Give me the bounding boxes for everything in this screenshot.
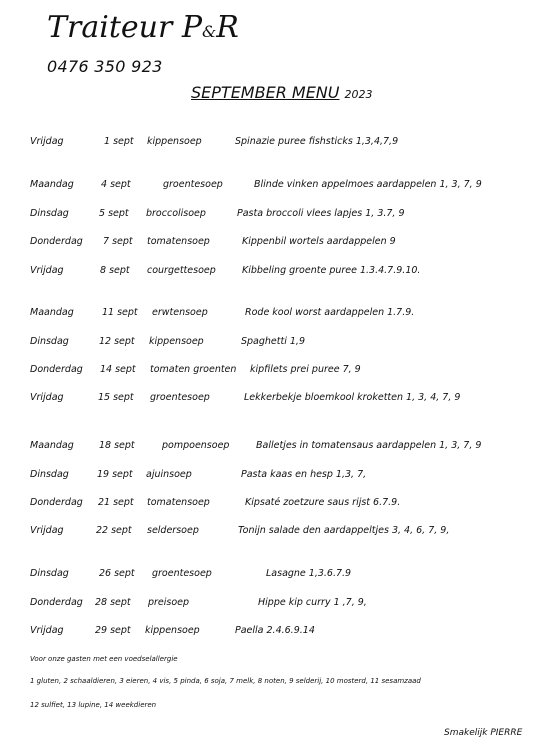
title-ampersand: & bbox=[202, 22, 217, 41]
menu-dish: Kibbeling groente puree 1.3.4.7.9.10. bbox=[242, 265, 421, 276]
title-initial-r: R bbox=[216, 10, 239, 45]
signature: Smakelijk PIERRE bbox=[444, 728, 523, 738]
menu-date: 19 sept bbox=[97, 469, 133, 480]
menu-date: 5 sept bbox=[99, 208, 129, 219]
menu-soup: preisoep bbox=[148, 597, 190, 608]
allergy-legend-line-2: 12 sulfiet, 13 lupine, 14 weekdieren bbox=[30, 701, 157, 709]
menu-soup: tomatensoep bbox=[147, 236, 210, 247]
menu-soup: courgettesoep bbox=[147, 265, 216, 276]
menu-day: Maandag bbox=[30, 307, 74, 318]
menu-date: 8 sept bbox=[100, 265, 130, 276]
menu-day: Donderdag bbox=[30, 497, 83, 508]
menu-date: 1 sept bbox=[104, 136, 134, 147]
menu-soup: groentesoep bbox=[150, 392, 210, 403]
menu-soup: kippensoep bbox=[145, 625, 200, 636]
menu-date: 26 sept bbox=[99, 568, 135, 579]
menu-soup: ajuinsoep bbox=[146, 469, 192, 480]
menu-date: 22 sept bbox=[96, 525, 132, 536]
business-title bbox=[47, 10, 239, 45]
menu-dish: Pasta broccoli vlees lapjes 1, 3.7, 9 bbox=[237, 208, 405, 219]
menu-day: Vrijdag bbox=[30, 136, 64, 147]
title-word: Traiteur bbox=[47, 10, 173, 45]
menu-dish: Rode kool worst aardappelen 1.7.9. bbox=[245, 307, 415, 318]
menu-day: Dinsdag bbox=[30, 568, 69, 579]
menu-soup: seldersoep bbox=[147, 525, 199, 536]
menu-date: 28 sept bbox=[95, 597, 131, 608]
menu-date: 21 sept bbox=[98, 497, 134, 508]
menu-year: 2023 bbox=[344, 88, 373, 101]
menu-day: Vrijdag bbox=[30, 392, 64, 403]
menu-soup: tomatensoep bbox=[147, 497, 210, 508]
menu-dish: Balletjes in tomatensaus aardappelen 1, 3, 7, 9 bbox=[256, 440, 482, 451]
menu-day: Donderdag bbox=[30, 236, 83, 247]
menu-day: Dinsdag bbox=[30, 469, 69, 480]
allergy-legend-line-1: 1 gluten, 2 schaaldieren, 3 eieren, 4 vis, 5 pinda, 6 soja, 7 melk, 8 noten, 9 selderij, 10 mosterd, 11 sesamzaad bbox=[30, 677, 421, 685]
menu-soup: kippensoep bbox=[147, 136, 202, 147]
menu-soup: kippensoep bbox=[149, 336, 204, 347]
menu-soup: broccolisoep bbox=[146, 208, 206, 219]
menu-day: Donderdag bbox=[30, 597, 83, 608]
menu-dish: Paella 2.4.6.9.14 bbox=[235, 625, 315, 636]
menu-date: 7 sept bbox=[103, 236, 133, 247]
menu-date: 11 sept bbox=[102, 307, 138, 318]
menu-dish: Lasagne 1,3.6.7.9 bbox=[266, 568, 352, 579]
menu-heading bbox=[191, 83, 372, 102]
menu-dish: Kipsaté zoetzure saus rijst 6.7.9. bbox=[245, 497, 401, 508]
menu-date: 4 sept bbox=[101, 179, 131, 190]
menu-day: Vrijdag bbox=[30, 525, 64, 536]
menu-title: SEPTEMBER MENU bbox=[191, 83, 340, 102]
menu-day: Maandag bbox=[30, 179, 74, 190]
menu-dish: Spaghetti 1,9 bbox=[241, 336, 305, 347]
menu-date: 18 sept bbox=[99, 440, 135, 451]
allergy-intro: Voor onze gasten met een voedselallergie bbox=[30, 655, 178, 663]
menu-dish: Kippenbil wortels aardappelen 9 bbox=[242, 236, 396, 247]
menu-dish: Lekkerbekje bloemkool kroketten 1, 3, 4, 7, 9 bbox=[244, 392, 461, 403]
menu-day: Maandag bbox=[30, 440, 74, 451]
menu-dish: Blinde vinken appelmoes aardappelen 1, 3, 7, 9 bbox=[254, 179, 482, 190]
phone-number: 0476 350 923 bbox=[47, 57, 163, 76]
menu-dish: Spinazie puree fishsticks 1,3,4,7,9 bbox=[235, 136, 399, 147]
menu-day: Dinsdag bbox=[30, 208, 69, 219]
menu-day: Donderdag bbox=[30, 364, 83, 375]
menu-day: Vrijdag bbox=[30, 625, 64, 636]
menu-dish: Pasta kaas en hesp 1,3, 7, bbox=[241, 469, 367, 480]
menu-soup: pompoensoep bbox=[162, 440, 230, 451]
title-initial-p: P bbox=[181, 10, 203, 45]
menu-dish: kipfilets prei puree 7, 9 bbox=[250, 364, 361, 375]
menu-soup: groentesoep bbox=[152, 568, 212, 579]
menu-date: 14 sept bbox=[100, 364, 136, 375]
menu-soup: groentesoep bbox=[163, 179, 223, 190]
menu-dish: Hippe kip curry 1 ,7, 9, bbox=[258, 597, 367, 608]
menu-day: Vrijdag bbox=[30, 265, 64, 276]
menu-date: 15 sept bbox=[98, 392, 134, 403]
menu-date: 12 sept bbox=[99, 336, 135, 347]
menu-soup: erwtensoep bbox=[152, 307, 208, 318]
menu-dish: Tonijn salade den aardappeltjes 3, 4, 6, 7, 9, bbox=[238, 525, 450, 536]
menu-soup: tomaten groenten bbox=[150, 364, 237, 375]
menu-date: 29 sept bbox=[95, 625, 131, 636]
menu-day: Dinsdag bbox=[30, 336, 69, 347]
